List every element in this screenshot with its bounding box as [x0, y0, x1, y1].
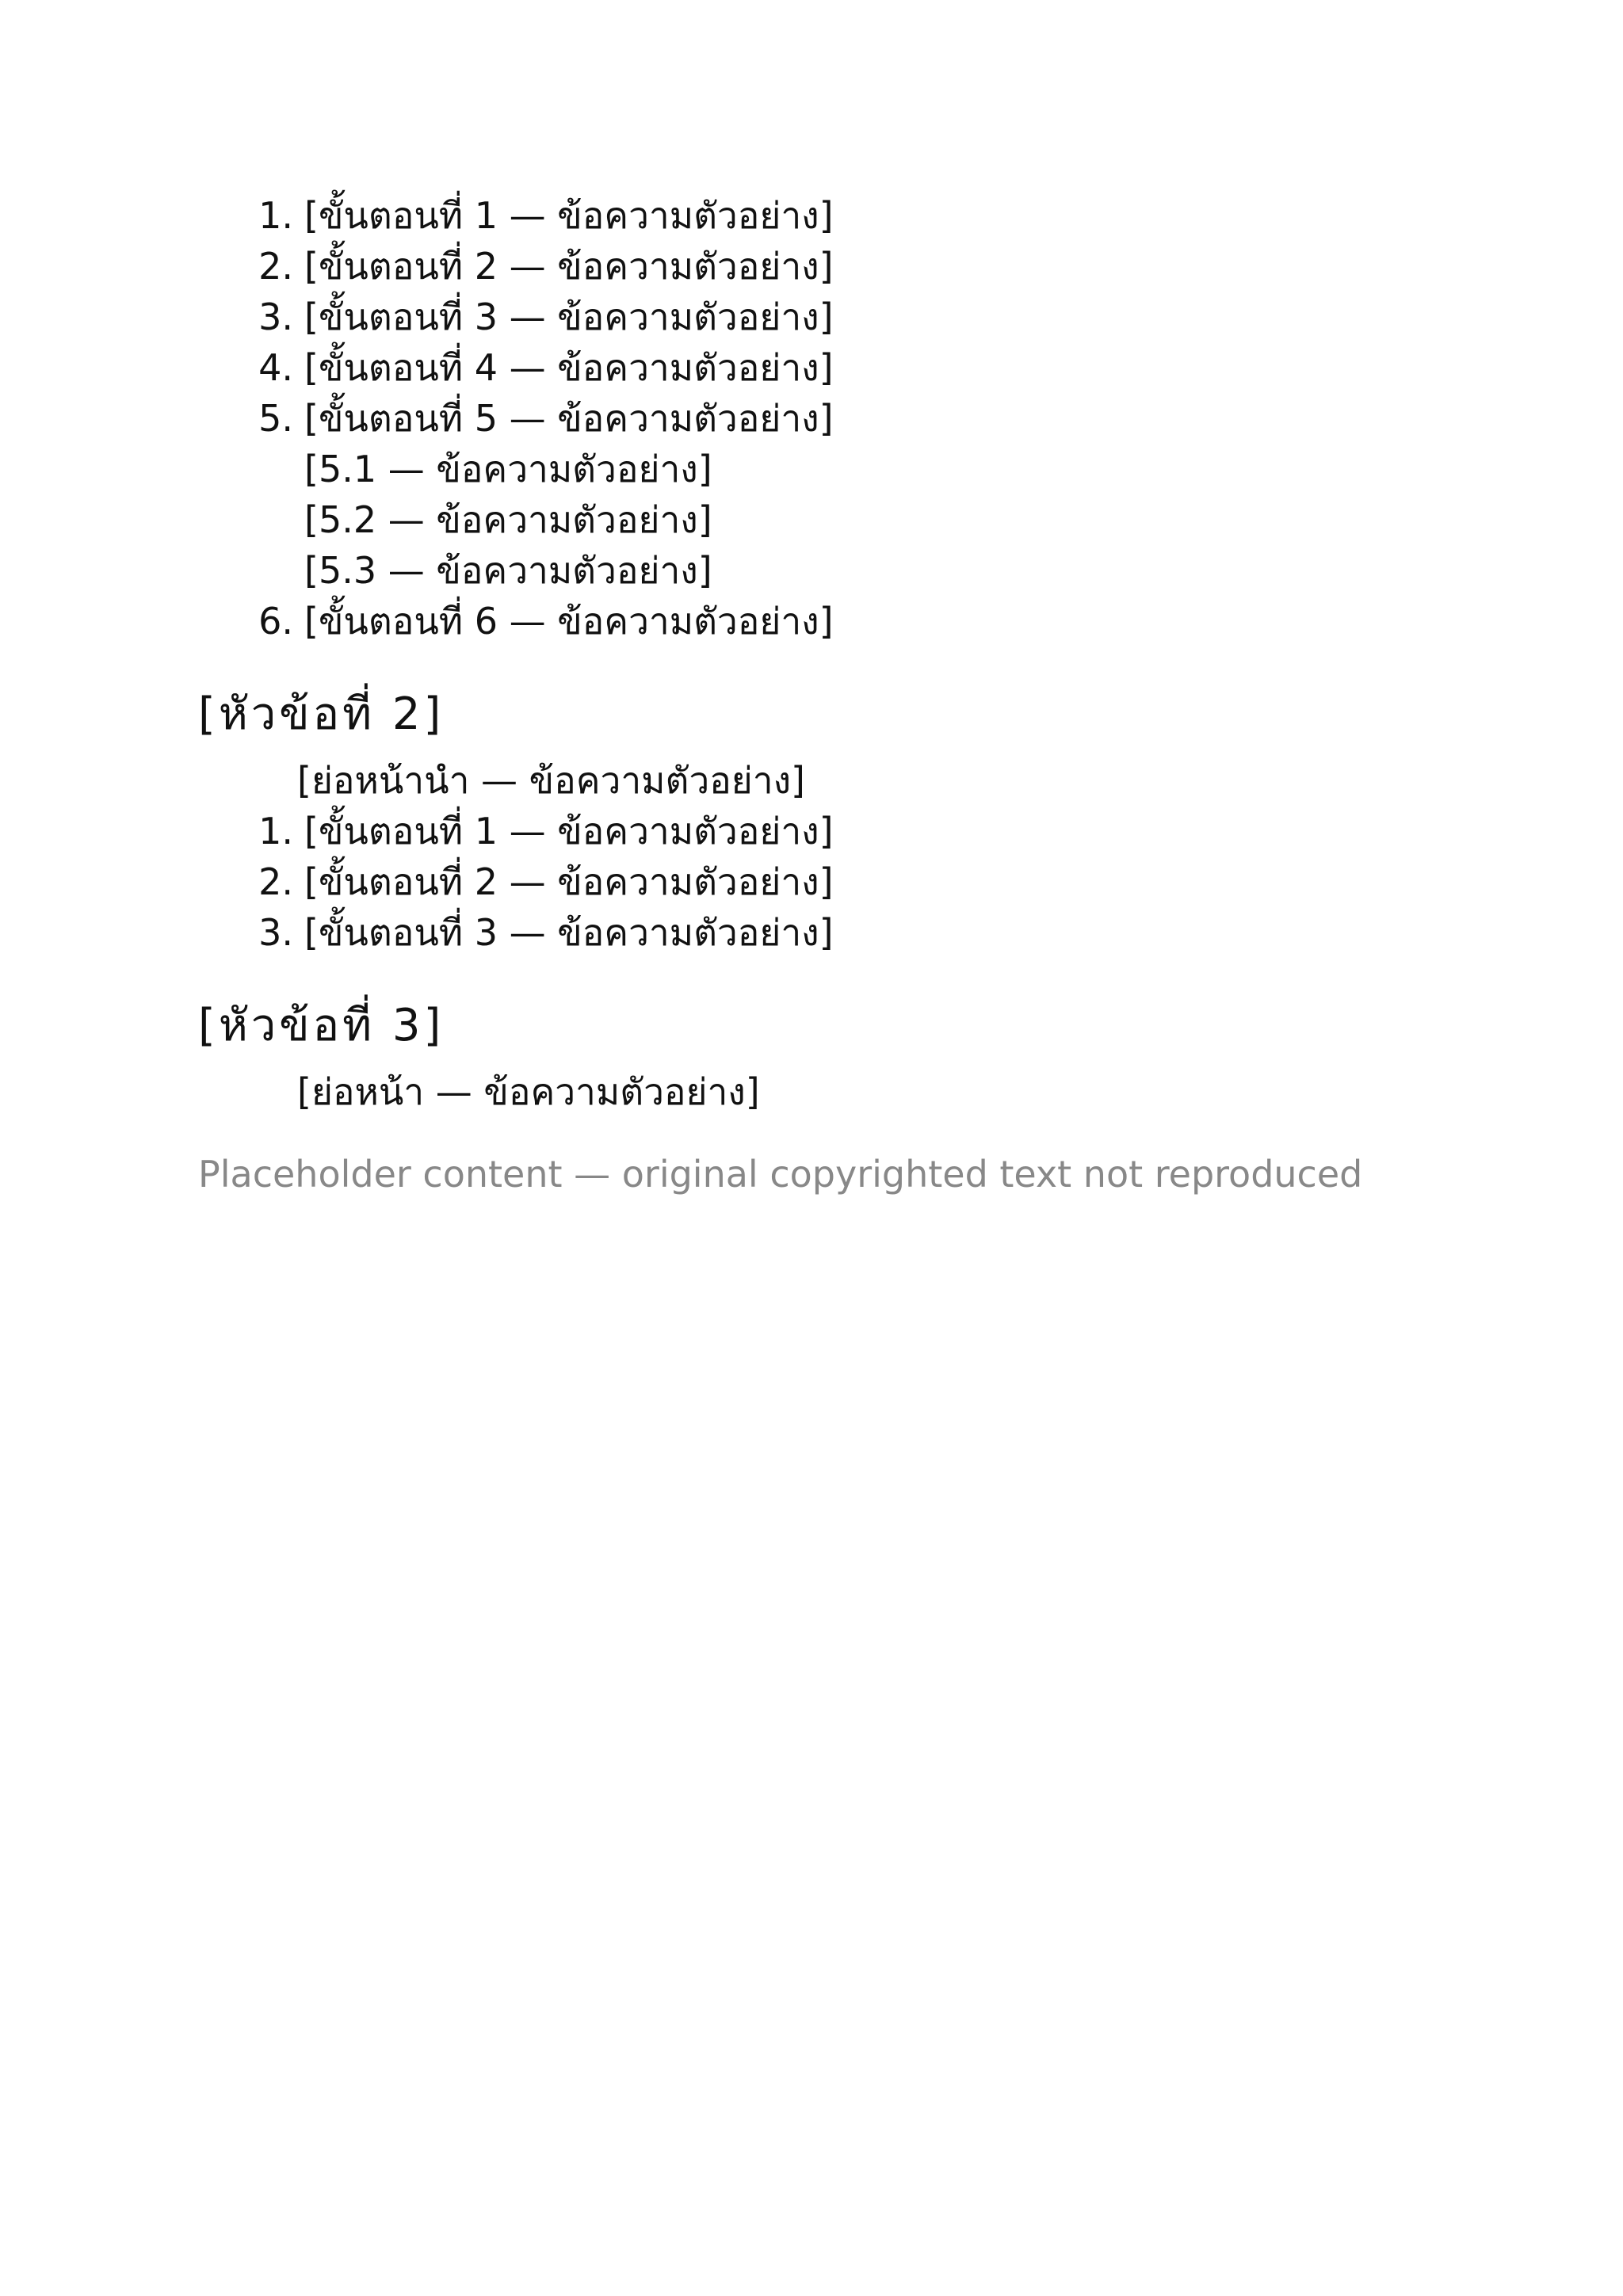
- item-text: [ขั้นตอนที่ 1 — ข้อความตัวอย่าง]: [304, 810, 834, 852]
- item-text: [ขั้นตอนที่ 2 — ข้อความตัวอย่าง]: [304, 245, 834, 288]
- collection-list: [198, 806, 1434, 958]
- section-heading: [หัวข้อที่ 3]: [198, 1000, 445, 1051]
- list-item: [198, 806, 1434, 856]
- item-number: 1.: [258, 194, 293, 237]
- item-text: [ขั้นตอนที่ 4 — ข้อความตัวอย่าง]: [304, 346, 834, 389]
- item-number: 2.: [258, 245, 293, 288]
- item-text: [ขั้นตอนที่ 6 — ข้อความตัวอย่าง]: [304, 600, 834, 643]
- item-number: 3.: [258, 296, 293, 338]
- item-number: 6.: [258, 600, 293, 643]
- section-1: [198, 190, 1434, 1199]
- item-text: [ขั้นตอนที่ 1 — ข้อความตัวอย่าง]: [304, 194, 834, 237]
- list-item: [198, 190, 1434, 241]
- list-item: [198, 596, 1434, 646]
- placeholder-notice: Placeholder content — original copyrighted text not reproduced: [198, 1153, 1363, 1196]
- section-intro: [ย่อหน้า — ข้อความตัวอย่าง]: [297, 1070, 760, 1113]
- section-intro: [ย่อหน้านำ — ข้อความตัวอย่าง]: [297, 759, 805, 802]
- list-item: [198, 393, 1434, 444]
- item-number: 3.: [258, 911, 293, 954]
- item-text: [ขั้นตอนที่ 5 — ข้อความตัวอย่าง]: [304, 397, 834, 440]
- list-item: [198, 342, 1434, 393]
- list-item: [198, 856, 1434, 907]
- sub-item: [5.3 — ข้อความตัวอย่าง]: [304, 549, 712, 592]
- list-item: [198, 292, 1434, 342]
- item-number: 5.: [258, 397, 293, 440]
- procedure-list-end: [198, 596, 1434, 646]
- list-item: [198, 241, 1434, 292]
- list-item: [198, 907, 1434, 958]
- item-text: [ขั้นตอนที่ 3 — ข้อความตัวอย่าง]: [304, 911, 834, 954]
- item-number: 1.: [258, 810, 293, 852]
- item-number: 2.: [258, 860, 293, 903]
- procedure-list: [198, 190, 1434, 444]
- section-heading: [หัวข้อที่ 2]: [198, 688, 445, 740]
- sub-item: [5.1 — ข้อความตัวอย่าง]: [304, 448, 712, 490]
- item-number: 4.: [258, 346, 293, 389]
- item-text: [ขั้นตอนที่ 3 — ข้อความตัวอย่าง]: [304, 296, 834, 338]
- sub-item: [5.2 — ข้อความตัวอย่าง]: [304, 498, 712, 541]
- item-text: [ขั้นตอนที่ 2 — ข้อความตัวอย่าง]: [304, 860, 834, 903]
